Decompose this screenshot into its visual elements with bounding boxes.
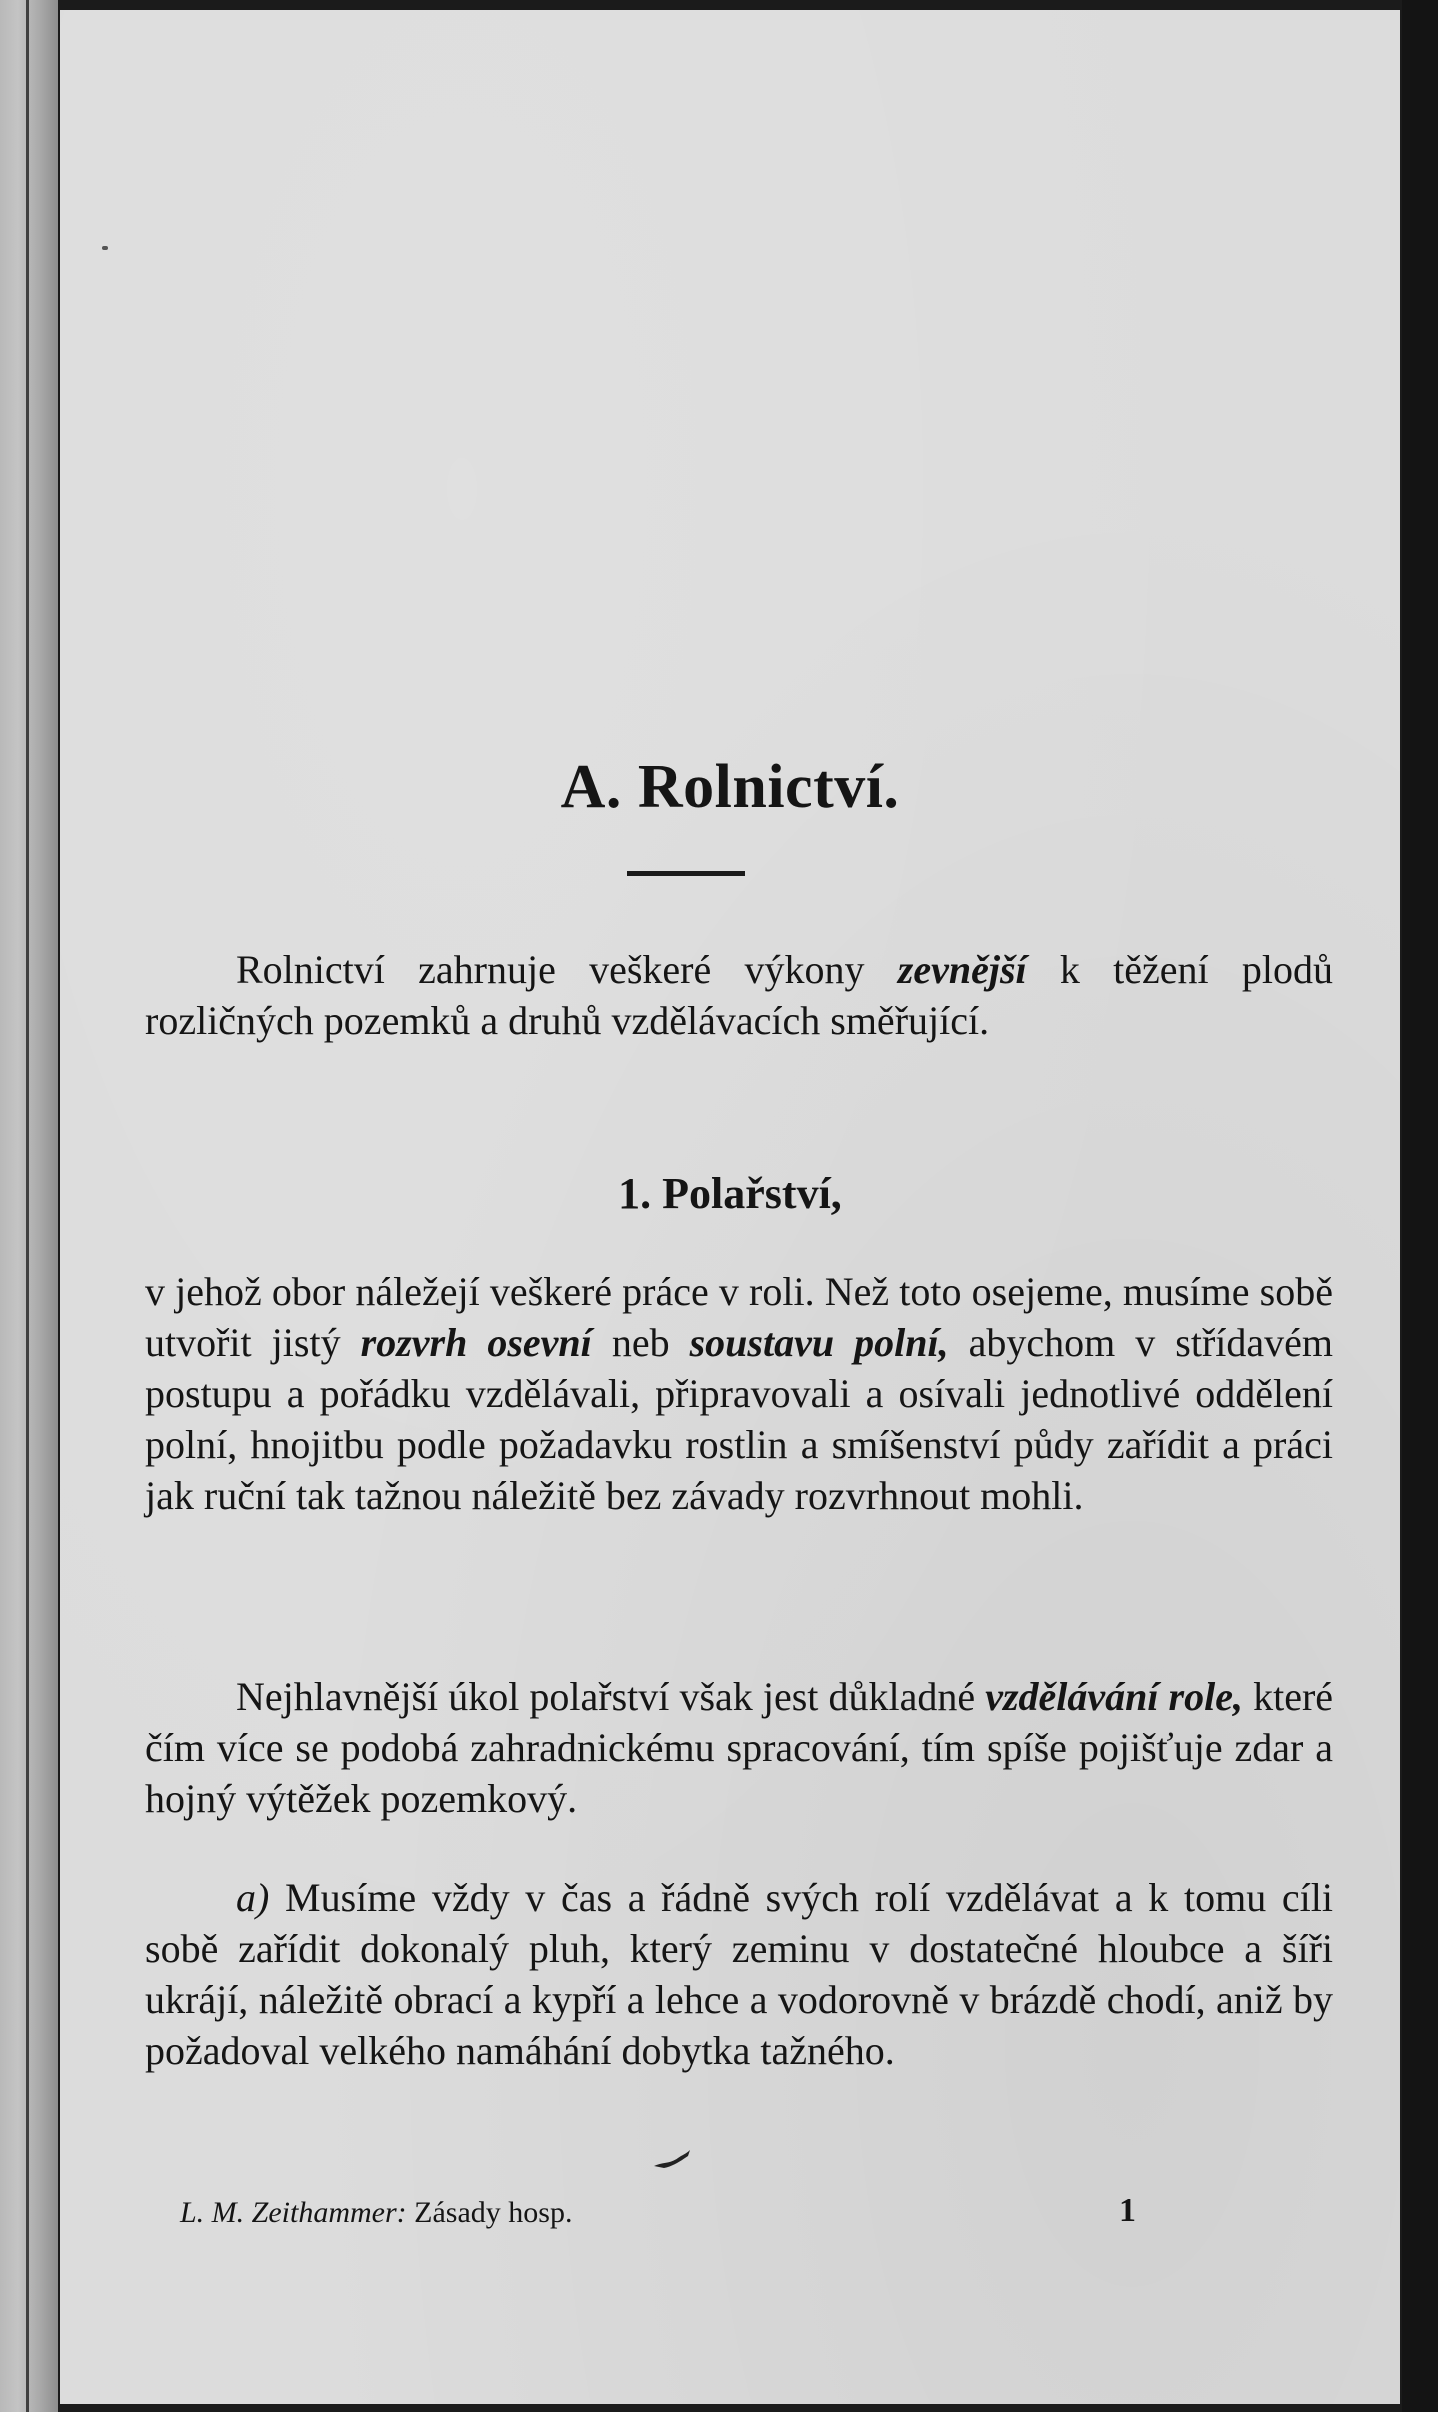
paragraph-2 bbox=[145, 1671, 1333, 1824]
paragraph-1-text-1: v jehož obor náležejí veškeré práce v roli. Než toto osejeme, musíme sobě utvořit jistý bbox=[145, 1269, 1333, 1365]
intro-text-2: k těžení plodů rozličných pozemků a druhů vzdělávacích směřující. bbox=[145, 947, 1334, 1043]
paper-speck bbox=[102, 246, 108, 250]
page-title: A. Rolnictví. bbox=[560, 753, 900, 821]
paragraph-1-text-2: neb bbox=[611, 1320, 670, 1365]
paragraph-3 bbox=[145, 1872, 1333, 2076]
footer-author: L. M. Zeithammer: bbox=[180, 2196, 407, 2229]
scan-edge-line bbox=[26, 0, 29, 2412]
scan-left-margin bbox=[0, 0, 58, 2412]
paragraph-2-text-1: Nejhlavnější úkol polařství však jest důkladné bbox=[236, 1674, 976, 1719]
scan-right-margin bbox=[1402, 0, 1438, 2412]
paragraph-1 bbox=[145, 1266, 1333, 1521]
ink-smudge bbox=[652, 2148, 692, 2170]
book-page bbox=[60, 10, 1400, 2404]
paragraph-1-emphasis-2: soustavu polní, bbox=[689, 1320, 949, 1365]
paragraph-1-text-3: abychom v střídavém postupu a pořádku vzdělávali, připravovali a osívali jednotlivé oddělení polní, hnojitbu podle požadavku rostlin a smíšenství půdy zařídit a práci jak ruční tak tažnou náležitě bez závady rozvrhnout mohli. bbox=[145, 1320, 1334, 1518]
page-number: 1 bbox=[1119, 2192, 1136, 2229]
paragraph-2-text-2: které čím více se podobá zahradnickému spracování, tím spíše pojišťuje zdar a hojný výtěžek pozemkový. bbox=[145, 1674, 1334, 1821]
page-footer bbox=[180, 2196, 572, 2230]
section-heading: 1. Polařství, bbox=[618, 1169, 842, 1218]
paragraph-3-text: Musíme vždy v čas a řádně svých rolí vzdělávat a k tomu cíli sobě zařídit dokonalý pluh, který zeminu v dostatečné hloubce a šíři ukrájí, náležitě obrací a kypří a lehce a vodorovně v brázdě chodí, aniž by požadoval velkého namáhání dobytka tažného. bbox=[145, 1875, 1334, 2073]
paragraph-3-label: a) bbox=[236, 1875, 270, 1920]
title-divider bbox=[627, 871, 745, 876]
paragraph-1-emphasis-1: rozvrh osevní bbox=[360, 1320, 592, 1365]
intro-text-1: Rolnictví zahrnuje veškeré výkony bbox=[236, 947, 865, 992]
intro-paragraph bbox=[145, 944, 1333, 1046]
intro-emphasis: zevnější bbox=[897, 947, 1027, 992]
paragraph-2-emphasis: vzdělávání role, bbox=[985, 1674, 1243, 1719]
footer-work: Zásady hosp. bbox=[414, 2196, 573, 2229]
